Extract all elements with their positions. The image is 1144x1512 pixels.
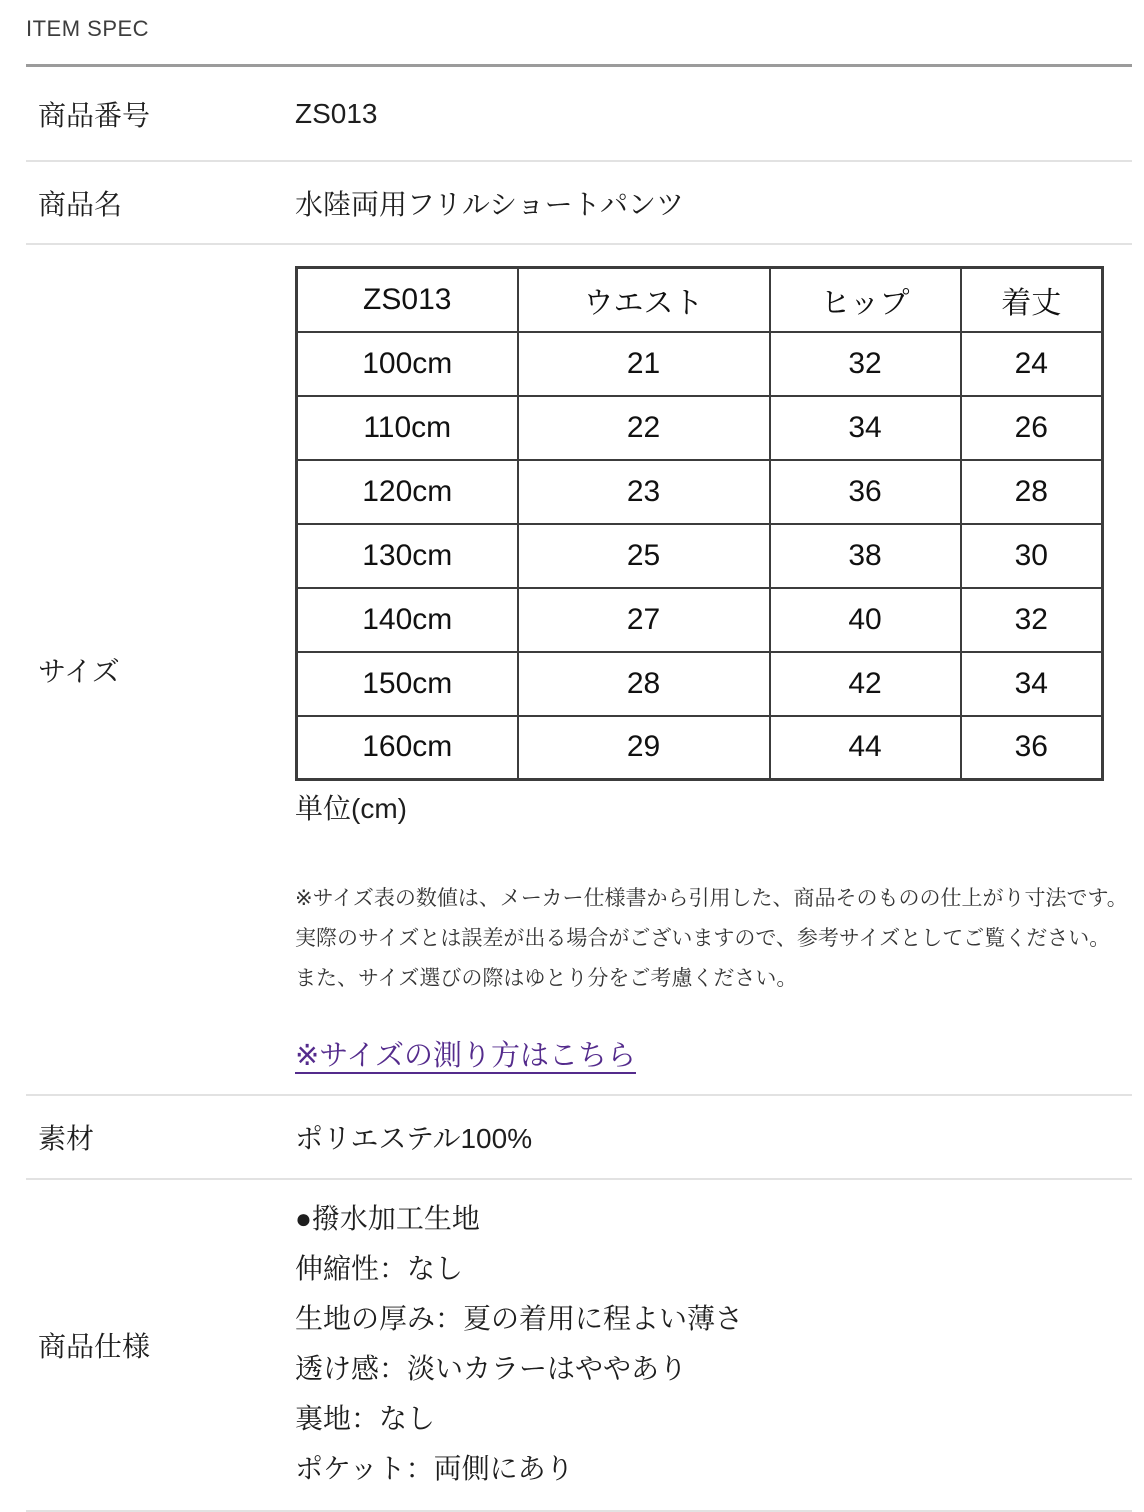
size-table-row [297,460,1103,524]
size-cell: 34 [961,652,1103,716]
row-product-spec [26,1180,1132,1512]
size-cell: 160cm [297,716,518,780]
size-cell: 21 [518,332,770,396]
size-disclaimer-line: 実際のサイズとは誤差が出る場合がございますので、参考サイズとしてご覧ください。 [295,927,1111,950]
size-cell: 34 [770,396,961,460]
section-title: ITEM SPEC [26,16,150,41]
size-cell: 29 [518,716,770,780]
size-table-row [297,588,1103,652]
size-guide-link[interactable]: ※サイズの測り方はこちら [295,1040,636,1072]
product-spec-line: ポケット：両側にあり [295,1453,574,1484]
size-cell: 110cm [297,396,518,460]
item-number-label: 商品番号 [38,99,151,131]
size-cell: 30 [961,524,1103,588]
product-spec-line: 伸縮性：なし [295,1253,464,1284]
size-cell: 26 [961,396,1103,460]
size-table-header-cell: ZS013 [297,268,518,332]
size-cell: 140cm [297,588,518,652]
size-cell: 22 [518,396,770,460]
product-spec-lines [295,1180,1132,1510]
size-table [295,266,1104,781]
size-cell: 36 [961,716,1103,780]
size-cell: 28 [961,460,1103,524]
size-cell: 36 [770,460,961,524]
unit-note: 単位(cm) [295,793,407,824]
size-content [295,245,1132,1094]
size-table-header-cell: ウエスト [518,268,770,332]
size-cell: 24 [961,332,1103,396]
row-size [26,245,1132,1096]
size-table-row [297,332,1103,396]
row-material [26,1096,1132,1180]
product-spec-line: 透け感：淡いカラーはややあり [295,1353,688,1384]
size-table-row [297,524,1103,588]
size-cell: 120cm [297,460,518,524]
size-cell: 23 [518,460,770,524]
size-table-row [297,652,1103,716]
item-spec-section [26,0,1132,1512]
item-number-value: ZS013 [295,97,378,129]
size-cell: 28 [518,652,770,716]
size-cell: 27 [518,588,770,652]
item-name-label: 商品名 [38,188,123,220]
size-cell: 42 [770,652,961,716]
product-spec-line: 生地の厚み：夏の着用に程よい薄さ [295,1303,744,1334]
size-cell: 25 [518,524,770,588]
material-value: ポリエステル100% [295,1123,533,1154]
size-cell: 150cm [297,652,518,716]
size-guide-link-wrap [295,1033,1132,1074]
size-cell: 38 [770,524,961,588]
row-item-number [26,67,1132,162]
size-cell: 40 [770,588,961,652]
item-name-value: 水陸両用フリルショートパンツ [295,188,685,220]
size-cell: 32 [770,332,961,396]
size-disclaimer-line: また、サイズ選びの際はゆとり分をご考慮ください。 [295,967,798,990]
size-table-row [297,716,1103,780]
size-table-header-cell: 着丈 [961,268,1103,332]
size-cell: 44 [770,716,961,780]
size-table-header-cell: ヒップ [770,268,961,332]
size-table-header-row [297,268,1103,332]
size-disclaimer [295,879,1132,999]
size-label: サイズ [38,655,120,687]
material-label: 素材 [38,1123,95,1154]
product-spec-line: ●撥水加工生地 [295,1203,480,1234]
size-cell: 130cm [297,524,518,588]
size-cell: 100cm [297,332,518,396]
row-item-name [26,162,1132,245]
size-disclaimer-line: ※サイズ表の数値は、メーカー仕様書から引用した、商品そのものの仕上がり寸法です。 [295,887,1128,910]
size-table-row [297,396,1103,460]
product-spec-label: 商品仕様 [38,1331,151,1362]
product-spec-line: 裏地：なし [295,1403,436,1434]
size-cell: 32 [961,588,1103,652]
